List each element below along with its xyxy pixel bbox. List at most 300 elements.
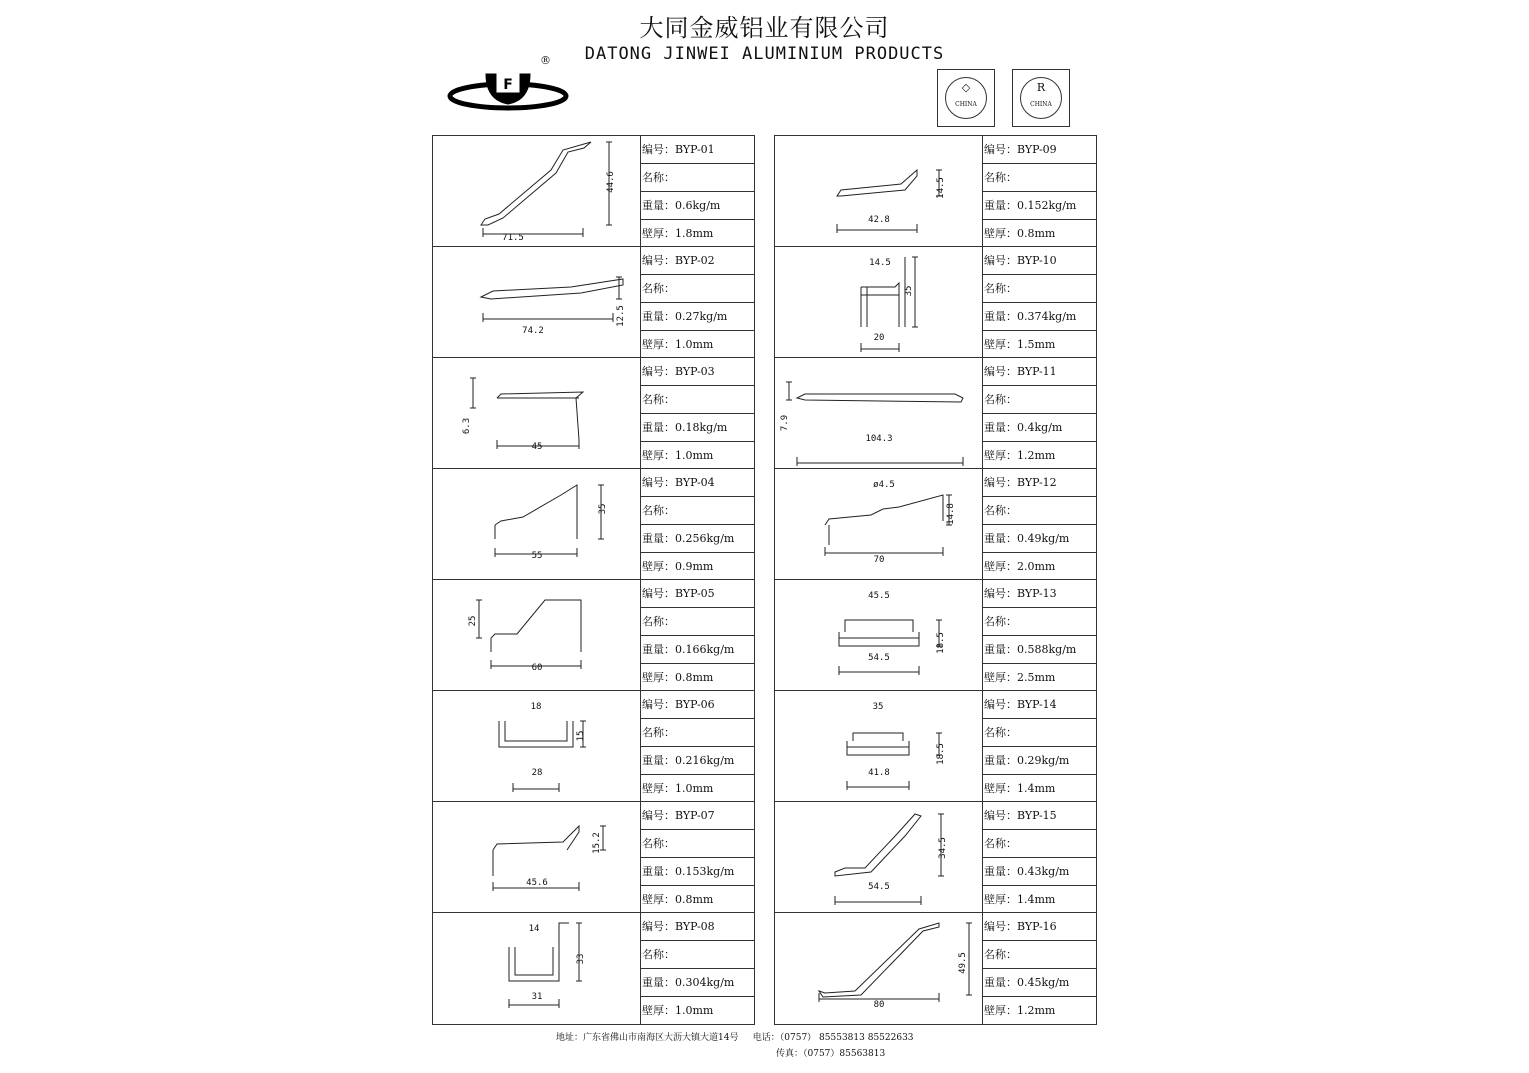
product-thickness-label: 壁厚：	[984, 338, 1017, 351]
product-code-label: 编号：	[642, 365, 675, 378]
profile-drawing	[775, 469, 983, 580]
product-code-label: 编号：	[984, 365, 1017, 378]
footer-phone: 电话：（0757） 85553813 85522633	[752, 1033, 914, 1043]
product-weight-label: 重量：	[984, 976, 1017, 989]
product-code-label: 编号：	[642, 254, 675, 267]
certification-badge-2	[1012, 69, 1070, 127]
product-code-label: 编号：	[984, 809, 1017, 822]
height-dimension-label: 25	[468, 615, 478, 627]
width-dimension-label: 31	[531, 992, 543, 1002]
product-thickness-cell	[983, 331, 1096, 358]
product-code-value: BYP-15	[1017, 809, 1057, 822]
profile-drawing	[775, 691, 983, 802]
product-info	[983, 691, 1096, 802]
footer-contact	[556, 1030, 914, 1043]
product-code-label: 编号：	[984, 476, 1017, 489]
profile-outline	[819, 923, 939, 997]
height-dimension-label: 12.5	[616, 305, 626, 327]
product-thickness-cell	[641, 886, 754, 913]
inner-dimension-label: 14	[528, 924, 540, 934]
width-dimension-label: 28	[531, 768, 543, 778]
product-code-label: 编号：	[642, 698, 675, 711]
product-code-value: BYP-06	[675, 698, 715, 711]
profile-diagram	[775, 913, 982, 1024]
product-code-cell	[983, 802, 1096, 830]
product-weight-cell	[641, 414, 754, 442]
product-weight-value: 0.27kg/m	[675, 310, 728, 323]
product-name-label: 名称：	[642, 282, 675, 295]
product-thickness-cell	[983, 664, 1096, 691]
product-table-right	[774, 135, 1097, 1025]
company-title-en: DATONG JINWEI ALUMINIUM PRODUCTS	[584, 44, 945, 64]
product-code-value: BYP-05	[675, 587, 715, 600]
product-weight-value: 0.6kg/m	[675, 199, 721, 212]
width-dimension-label: 70	[873, 555, 885, 565]
product-name-label: 名称：	[642, 504, 675, 517]
profile-diagram	[775, 691, 982, 802]
product-thickness-value: 1.5mm	[1017, 338, 1056, 351]
product-code-value: BYP-10	[1017, 254, 1057, 267]
product-thickness-label: 壁厚：	[984, 782, 1017, 795]
profile-diagram	[433, 247, 640, 358]
footer-address: 地址：广东省佛山市南海区大沥大镇大道14号	[556, 1033, 739, 1043]
product-weight-value: 0.153kg/m	[675, 865, 735, 878]
product-thickness-cell	[641, 331, 754, 358]
product-code-label: 编号：	[642, 476, 675, 489]
product-code-value: BYP-04	[675, 476, 715, 489]
product-thickness-value: 1.8mm	[675, 227, 714, 240]
product-code-value: BYP-02	[675, 254, 715, 267]
product-code-cell	[641, 691, 754, 719]
product-thickness-cell	[983, 553, 1096, 580]
product-code-value: BYP-01	[675, 143, 715, 156]
product-table-left	[432, 135, 755, 1025]
width-dimension-label: 60	[531, 663, 543, 673]
product-weight-value: 0.374kg/m	[1017, 310, 1077, 323]
product-info	[641, 358, 754, 469]
product-row	[433, 580, 754, 691]
product-code-cell	[641, 913, 754, 941]
profile-drawing	[433, 913, 641, 1024]
product-weight-cell	[983, 303, 1096, 331]
product-weight-label: 重量：	[984, 532, 1017, 545]
product-thickness-label: 壁厚：	[984, 893, 1017, 906]
product-thickness-cell	[641, 442, 754, 469]
profile-diagram	[775, 247, 982, 358]
product-weight-label: 重量：	[984, 643, 1017, 656]
product-name-cell	[983, 164, 1096, 192]
product-code-value: BYP-08	[675, 920, 715, 933]
product-thickness-cell	[983, 220, 1096, 247]
profile-diagram	[775, 802, 982, 913]
product-row	[433, 802, 754, 913]
product-code-label: 编号：	[642, 809, 675, 822]
product-row	[775, 358, 1096, 469]
height-dimension-label: 44.6	[606, 171, 616, 193]
product-weight-value: 0.588kg/m	[1017, 643, 1077, 656]
product-code-cell	[983, 580, 1096, 608]
width-dimension-label: 104.3	[865, 434, 893, 444]
profile-outline	[839, 620, 919, 646]
inner-dimension-label: 14.5	[869, 258, 891, 268]
product-weight-label: 重量：	[642, 199, 675, 212]
product-row	[775, 691, 1096, 802]
product-code-value: BYP-13	[1017, 587, 1057, 600]
profile-diagram	[433, 802, 640, 913]
product-thickness-cell	[641, 775, 754, 802]
width-dimension-label: 74.2	[522, 326, 544, 336]
product-weight-cell	[983, 636, 1096, 664]
product-name-label: 名称：	[642, 393, 675, 406]
product-weight-label: 重量：	[984, 421, 1017, 434]
product-row	[775, 913, 1096, 1023]
product-weight-label: 重量：	[642, 643, 675, 656]
product-code-value: BYP-14	[1017, 698, 1057, 711]
product-thickness-value: 0.8mm	[1017, 227, 1056, 240]
product-thickness-label: 壁厚：	[984, 560, 1017, 573]
profile-outline	[835, 814, 921, 876]
product-code-value: BYP-12	[1017, 476, 1057, 489]
width-dimension-label: 55	[531, 551, 543, 561]
product-code-label: 编号：	[984, 143, 1017, 156]
company-logo	[446, 60, 570, 116]
product-thickness-label: 壁厚：	[642, 560, 675, 573]
product-thickness-value: 0.9mm	[675, 560, 714, 573]
height-dimension-label: 15	[576, 730, 586, 742]
product-thickness-label: 壁厚：	[642, 338, 675, 351]
product-weight-value: 0.166kg/m	[675, 643, 735, 656]
product-thickness-cell	[983, 997, 1096, 1024]
product-name-label: 名称：	[642, 615, 675, 628]
product-thickness-value: 1.2mm	[1017, 1004, 1056, 1017]
profile-drawing	[433, 358, 641, 469]
product-info	[983, 802, 1096, 913]
registered-mark: ®	[540, 54, 551, 67]
width-dimension-label: 20	[873, 333, 885, 343]
product-name-cell	[641, 275, 754, 303]
product-code-cell	[641, 580, 754, 608]
width-dimension-label: 45	[531, 442, 543, 452]
product-thickness-label: 壁厚：	[642, 227, 675, 240]
product-weight-cell	[641, 192, 754, 220]
height-dimension-label: 6.3	[462, 417, 472, 435]
product-weight-cell	[641, 636, 754, 664]
product-code-value: BYP-16	[1017, 920, 1057, 933]
product-name-label: 名称：	[984, 282, 1017, 295]
product-info	[641, 691, 754, 802]
product-thickness-label: 壁厚：	[642, 449, 675, 462]
product-code-label: 编号：	[984, 254, 1017, 267]
product-thickness-cell	[641, 664, 754, 691]
product-weight-cell	[983, 525, 1096, 553]
profile-drawing	[433, 580, 641, 691]
inner-dimension-label: 45.5	[868, 591, 890, 601]
product-name-cell	[983, 386, 1096, 414]
footer-fax: 传真：（0757）85563813	[776, 1049, 886, 1059]
product-code-cell	[983, 358, 1096, 386]
product-thickness-label: 壁厚：	[984, 227, 1017, 240]
profile-outline	[481, 279, 623, 299]
product-thickness-value: 1.4mm	[1017, 782, 1056, 795]
profile-drawing	[775, 136, 983, 247]
product-info	[641, 247, 754, 358]
height-dimension-label: 15.2	[592, 832, 602, 854]
product-info	[641, 469, 754, 580]
product-thickness-value: 0.8mm	[675, 893, 714, 906]
product-row	[775, 136, 1096, 247]
product-row	[775, 469, 1096, 580]
product-info	[983, 136, 1096, 247]
product-name-cell	[641, 497, 754, 525]
product-name-cell	[983, 830, 1096, 858]
product-info	[983, 913, 1096, 1024]
product-weight-label: 重量：	[642, 421, 675, 434]
product-thickness-value: 1.2mm	[1017, 449, 1056, 462]
product-row	[433, 247, 754, 358]
height-dimension-label: 33	[576, 953, 586, 965]
height-dimension-label: 14.5	[936, 177, 946, 199]
profile-outline	[495, 485, 577, 539]
product-weight-value: 0.304kg/m	[675, 976, 735, 989]
product-code-label: 编号：	[642, 143, 675, 156]
certification-badge-1	[937, 69, 995, 127]
product-weight-cell	[641, 747, 754, 775]
product-thickness-cell	[983, 442, 1096, 469]
product-code-label: 编号：	[642, 920, 675, 933]
product-weight-cell	[983, 192, 1096, 220]
product-weight-label: 重量：	[984, 199, 1017, 212]
product-info	[641, 802, 754, 913]
product-thickness-value: 1.0mm	[675, 449, 714, 462]
product-thickness-label: 壁厚：	[642, 1004, 675, 1017]
product-thickness-value: 1.4mm	[1017, 893, 1056, 906]
product-name-label: 名称：	[984, 726, 1017, 739]
height-dimension-label: 18.5	[936, 632, 946, 654]
product-name-cell	[641, 164, 754, 192]
product-name-label: 名称：	[984, 615, 1017, 628]
product-weight-label: 重量：	[642, 754, 675, 767]
logo-letter: F	[503, 77, 513, 93]
product-weight-label: 重量：	[642, 310, 675, 323]
product-thickness-label: 壁厚：	[984, 449, 1017, 462]
product-code-cell	[641, 136, 754, 164]
product-name-label: 名称：	[642, 948, 675, 961]
product-weight-value: 0.18kg/m	[675, 421, 728, 434]
product-code-cell	[983, 469, 1096, 497]
product-code-cell	[641, 247, 754, 275]
product-weight-cell	[641, 525, 754, 553]
product-name-cell	[983, 719, 1096, 747]
product-name-cell	[983, 275, 1096, 303]
product-thickness-label: 壁厚：	[642, 671, 675, 684]
product-thickness-label: 壁厚：	[984, 1004, 1017, 1017]
profile-drawing	[433, 247, 641, 358]
product-weight-cell	[641, 303, 754, 331]
product-code-value: BYP-07	[675, 809, 715, 822]
product-info	[641, 913, 754, 1024]
width-dimension-label: 71.5	[502, 233, 524, 243]
width-dimension-label: 54.5	[868, 653, 890, 663]
profile-outline	[497, 392, 583, 440]
product-code-cell	[641, 802, 754, 830]
profile-outline	[837, 170, 917, 196]
profile-diagram	[433, 913, 640, 1024]
product-row	[433, 913, 754, 1023]
profile-drawing	[433, 136, 641, 247]
diamond-icon: ◇	[961, 81, 971, 94]
profile-drawing	[775, 247, 983, 358]
profile-drawing	[775, 913, 983, 1024]
inner-dimension-label: 18	[530, 702, 542, 712]
height-dimension-label: 7.9	[780, 414, 790, 432]
product-weight-value: 0.256kg/m	[675, 532, 735, 545]
product-weight-cell	[983, 969, 1096, 997]
product-name-cell	[983, 941, 1096, 969]
profile-diagram	[775, 358, 982, 469]
product-name-cell	[983, 608, 1096, 636]
profile-diagram	[433, 580, 640, 691]
product-row	[775, 247, 1096, 358]
product-info	[983, 358, 1096, 469]
profile-outline	[847, 733, 909, 755]
product-weight-cell	[641, 858, 754, 886]
profile-diagram	[775, 136, 982, 247]
cert-label: CHINA	[955, 101, 977, 108]
product-name-label: 名称：	[642, 726, 675, 739]
product-name-cell	[641, 386, 754, 414]
product-name-cell	[641, 830, 754, 858]
product-thickness-label: 壁厚：	[642, 782, 675, 795]
product-weight-value: 0.152kg/m	[1017, 199, 1077, 212]
profile-drawing	[433, 691, 641, 802]
product-code-cell	[983, 691, 1096, 719]
profile-drawing	[775, 802, 983, 913]
product-name-cell	[641, 941, 754, 969]
product-info	[641, 136, 754, 247]
inner-dimension-label: 35	[872, 702, 884, 712]
height-dimension-label: 34.5	[938, 837, 948, 859]
product-row	[433, 358, 754, 469]
height-dimension-label: 49.5	[958, 952, 968, 974]
profile-drawing	[775, 580, 983, 691]
width-dimension-label: 42.8	[868, 215, 890, 225]
product-thickness-value: 1.0mm	[675, 782, 714, 795]
product-thickness-cell	[641, 220, 754, 247]
product-row	[433, 691, 754, 802]
profile-drawing	[433, 802, 641, 913]
width-dimension-label: 45.6	[526, 878, 548, 888]
product-thickness-cell	[983, 775, 1096, 802]
product-weight-label: 重量：	[642, 532, 675, 545]
product-thickness-value: 2.5mm	[1017, 671, 1056, 684]
product-code-value: BYP-11	[1017, 365, 1057, 378]
product-thickness-label: 壁厚：	[984, 671, 1017, 684]
product-name-label: 名称：	[984, 393, 1017, 406]
product-thickness-label: 壁厚：	[642, 893, 675, 906]
product-name-label: 名称：	[984, 171, 1017, 184]
product-name-cell	[641, 608, 754, 636]
product-name-label: 名称：	[642, 837, 675, 850]
product-weight-label: 重量：	[642, 865, 675, 878]
width-dimension-label: 80	[873, 1000, 885, 1010]
profile-outline	[493, 826, 579, 876]
product-weight-cell	[983, 858, 1096, 886]
product-thickness-value: 0.8mm	[675, 671, 714, 684]
cert-label: CHINA	[1030, 101, 1052, 108]
product-info	[983, 247, 1096, 358]
profile-diagram	[775, 580, 982, 691]
product-weight-cell	[641, 969, 754, 997]
product-weight-value: 0.29kg/m	[1017, 754, 1070, 767]
profile-outline	[499, 721, 573, 747]
product-weight-value: 0.4kg/m	[1017, 421, 1063, 434]
height-dimension-label: 18.5	[936, 743, 946, 765]
product-info	[983, 469, 1096, 580]
product-thickness-value: 2.0mm	[1017, 560, 1056, 573]
height-dimension-label: 35	[598, 503, 608, 515]
product-name-label: 名称：	[984, 504, 1017, 517]
product-thickness-cell	[641, 997, 754, 1024]
product-code-label: 编号：	[642, 587, 675, 600]
inner-dimension-label: ø4.5	[873, 480, 895, 490]
profile-diagram	[433, 691, 640, 802]
profile-drawing	[775, 358, 983, 469]
profile-diagram	[433, 469, 640, 580]
profile-diagram	[433, 358, 640, 469]
profile-outline	[481, 142, 591, 225]
product-thickness-cell	[983, 886, 1096, 913]
profile-diagram	[775, 469, 982, 580]
product-name-cell	[983, 497, 1096, 525]
product-code-cell	[983, 913, 1096, 941]
product-code-cell	[983, 247, 1096, 275]
product-name-label: 名称：	[984, 837, 1017, 850]
width-dimension-label: 41.8	[868, 768, 890, 778]
product-weight-cell	[983, 747, 1096, 775]
product-weight-cell	[983, 414, 1096, 442]
product-name-cell	[641, 719, 754, 747]
product-weight-value: 0.45kg/m	[1017, 976, 1070, 989]
product-info	[641, 580, 754, 691]
company-title-cn: 大同金威铝业有限公司	[639, 14, 890, 42]
product-code-label: 编号：	[984, 920, 1017, 933]
product-code-cell	[641, 358, 754, 386]
product-weight-value: 0.216kg/m	[675, 754, 735, 767]
product-code-cell	[641, 469, 754, 497]
product-weight-value: 0.43kg/m	[1017, 865, 1070, 878]
product-thickness-value: 1.0mm	[675, 338, 714, 351]
product-code-value: BYP-09	[1017, 143, 1057, 156]
product-info	[983, 580, 1096, 691]
product-row	[433, 136, 754, 247]
profile-outline	[825, 495, 943, 545]
profile-outline	[491, 600, 581, 652]
product-code-label: 编号：	[984, 698, 1017, 711]
product-code-label: 编号：	[984, 587, 1017, 600]
profile-drawing	[433, 469, 641, 580]
product-code-value: BYP-03	[675, 365, 715, 378]
product-weight-value: 0.49kg/m	[1017, 532, 1070, 545]
profile-diagram	[433, 136, 640, 247]
product-weight-label: 重量：	[984, 865, 1017, 878]
product-row	[433, 469, 754, 580]
product-weight-label: 重量：	[984, 754, 1017, 767]
product-name-label: 名称：	[984, 948, 1017, 961]
product-weight-label: 重量：	[642, 976, 675, 989]
product-weight-label: 重量：	[984, 310, 1017, 323]
product-row	[775, 580, 1096, 691]
product-thickness-value: 1.0mm	[675, 1004, 714, 1017]
